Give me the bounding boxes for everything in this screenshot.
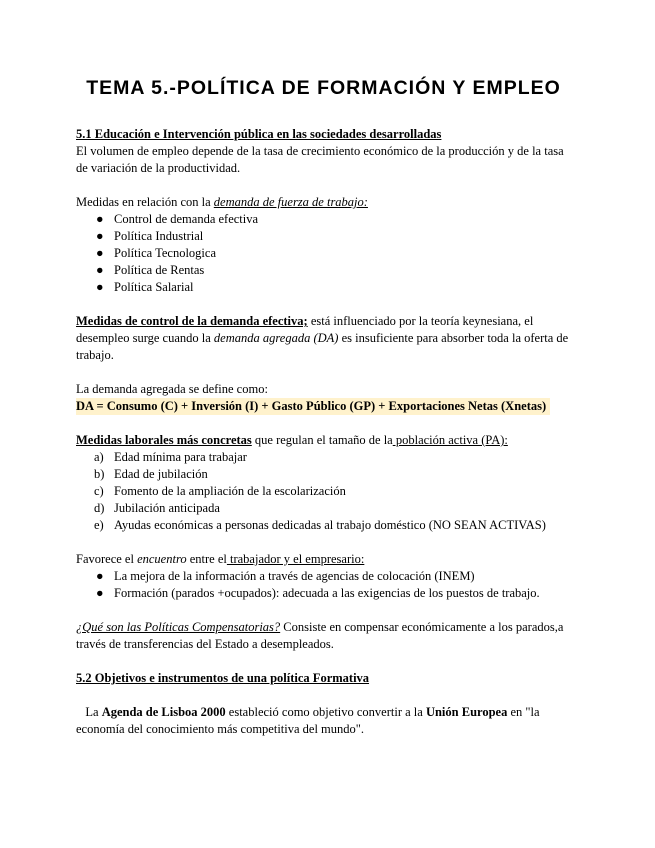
section-1-intro: El volumen de empleo depende de la tasa de crecimiento económico de la producción y de la tasa de variación de la productividad. [76,144,564,175]
medidas-demanda-lead: Medidas en relación con la [76,195,214,209]
demanda-agregada [76,381,571,415]
list-item: e) Ayudas económicas a personas dedicadas al trabajo doméstico (NO SEAN ACTIVAS) [94,518,546,532]
union-europea: Unión Europea [425,705,508,719]
medidas-laborales [76,432,571,534]
laborales-text: que regulan el tamaño de la [251,433,393,447]
encuentro-list [76,568,571,602]
compensatorias-text: Consiste en compensar económicamente a los parados,a través de transferencias del Estado a desempleados. [76,620,564,651]
laborales-list [76,449,571,534]
medidas-demanda [76,194,571,296]
list-item: c) Fomento de la ampliación de la escolarización [94,484,346,498]
agenda-lisboa: Agenda de Lisboa 2000 [101,705,226,719]
control-heading: Medidas de control de la demanda efectiva; [76,314,308,328]
medidas-demanda-list [76,211,571,296]
list-item: ● Política Tecnologica [96,246,216,260]
section-2-heading: 5.2 Objetivos e instrumentos de una política Formativa [76,671,370,685]
medidas-demanda-link: demanda de fuerza de trabajo: [213,195,368,209]
control-text: está influenciado por la teoría keynesiana, el desempleo surge cuando la [76,314,534,345]
list-item: ● Control de demanda efectiva [96,212,259,226]
list-item: ● La mejora de la información a través de agencias de colocación (INEM) [96,569,475,583]
laborales-link: población activa (PA): [392,433,508,447]
document-title: TEMA 5.-POLÍTICA DE FORMACIÓN Y EMPLEO [86,77,561,99]
encuentro-mid: entre el [186,552,227,566]
da-lead: La demanda agregada se define como: [76,382,268,396]
section-1-heading: 5.1 Educación e Intervención pública en las sociedades desarrolladas [76,127,442,141]
compensatorias [76,619,571,653]
encuentro-lead: Favorece el [76,552,138,566]
encuentro-italic: encuentro [137,552,187,566]
control-demanda [76,313,571,364]
control-italic: demanda agregada (DA) [213,331,339,345]
control-text-2: es insuficiente para absorber toda la oferta de trabajo. [76,331,569,362]
encuentro [76,551,571,602]
list-item: ● Política Industrial [96,229,204,243]
laborales-heading: Medidas laborales más concretas [76,433,252,447]
list-item: d) Jubilación anticipada [94,501,220,515]
encuentro-link: trabajador y el empresario: [226,552,365,566]
list-item: ● Política de Rentas [96,263,205,277]
list-item: ● Formación (parados +ocupados): adecuada a las exigencias de los puestos de trabajo. [96,586,540,600]
list-item: b) Edad de jubilación [94,467,208,481]
compensatorias-question: ¿Qué son las Políticas Compensatorias? [76,620,281,634]
section-2 [76,670,571,687]
list-item: a) Edad mínima para trabajar [94,450,247,464]
list-item: ● Política Salarial [96,280,194,294]
da-formula: DA = Consumo (C) + Inversión (I) + Gasto Público (GP) + Exportaciones Netas (Xnetas) [76,398,550,415]
section-1 [76,126,571,177]
section-2-body: La Agenda de Lisboa 2000 estableció como objetivo convertir a la Unión Europea en "la economía del conocimiento más competitiva del mundo". [76,705,543,736]
